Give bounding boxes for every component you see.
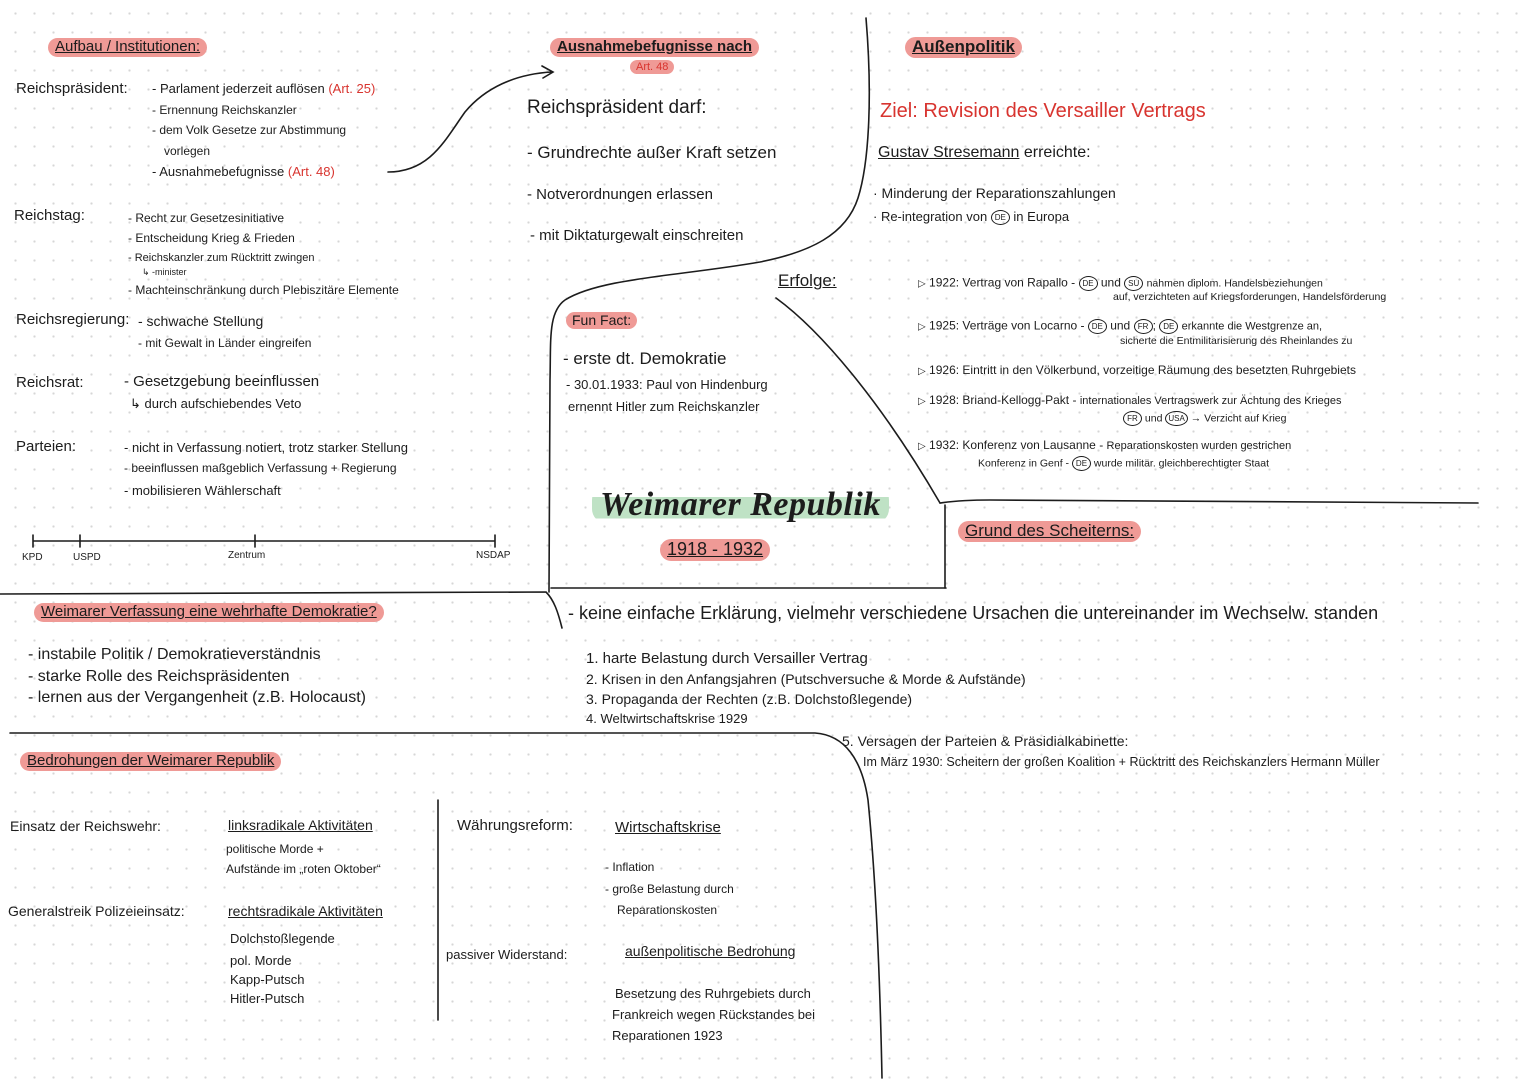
erfolg-1925 [918, 319, 1322, 334]
spectrum-label-kpd: KPD [22, 552, 43, 563]
erfolg-1932 [918, 439, 1291, 452]
reichstag-item: ↳ -minister [142, 267, 187, 277]
triangle-marker-icon: ▷ [918, 321, 926, 333]
spectrum-label-nsdap: NSDAP [476, 550, 511, 561]
bedrohung-cause: Währungsreform: [457, 817, 573, 834]
verfassung-item: - starke Rolle des Reichspräsidenten [28, 668, 290, 685]
erfolg-text: → Verzicht auf Krieg [1190, 412, 1287, 425]
article-ref: (Art. 48) [287, 164, 335, 179]
erfolge-label: Erfolge: [778, 271, 837, 290]
country-circle-fr: FR [1123, 411, 1142, 426]
article-ref: (Art. 25) [328, 81, 376, 96]
reichsregierung-item: - mit Gewalt in Länder eingreifen [138, 336, 312, 350]
right-horizontal-divider [940, 500, 1478, 503]
ausnahme-item: - Notverordnungen erlassen [527, 186, 713, 203]
erfolg-text: und [1144, 412, 1163, 425]
bedrohung-cause: Generalstreik Polizeieinsatz: [8, 903, 185, 919]
stresemann-goal: · Minderung der Reparationszahlungen [873, 185, 1116, 201]
erfolg-year: 1926: [929, 363, 960, 377]
parteien-item: - beeinflussen maßgeblich Verfassung + Regierung [124, 461, 397, 475]
scheitern-intro: - keine einfache Erklärung, vielmehr verschiedene Ursachen die untereinander im Wechselw. standen [568, 603, 1379, 623]
reichspraesident-label: Reichspräsident: [16, 80, 128, 97]
scheitern-reason: 5. Versagen der Parteien & Präsidialkabinette: [842, 733, 1129, 749]
bedrohung-title: rechtsradikale Aktivitäten [228, 903, 383, 919]
funfact-item: - erste dt. Demokratie [563, 349, 727, 368]
aussenpolitik-heading: Außenpolitik [905, 37, 1022, 58]
verfassung-item: - instabile Politik / Demokratieverständnis [28, 646, 321, 663]
reichstag-item: - Entscheidung Krieg & Frieden [128, 231, 295, 245]
aussenpolitik-ziel [880, 100, 1206, 122]
erfolg-text: Eintritt in den Völkerbund, vorzeitige Räumung des besetzten Ruhrgebiets [962, 363, 1356, 377]
erfolg-year: 1925: [929, 318, 960, 333]
erfolg-text: Vertrag von Rapallo - [962, 275, 1076, 290]
bedrohung-item: Frankreich wegen Rückstandes bei [612, 1007, 816, 1022]
erfolg-text: wurde militär. gleichberechtigter Staat [1093, 457, 1269, 470]
country-circle-usa: USA [1165, 411, 1187, 426]
spectrum-label-uspd: USPD [73, 552, 101, 563]
erfolg-1922 [918, 276, 1323, 291]
scheitern-heading: Grund des Scheiterns: [958, 521, 1141, 542]
erfolg-text: Konferenz in Genf - [978, 457, 1070, 470]
reichstag-item: - Recht zur Gesetzesinitiative [128, 211, 285, 225]
triangle-marker-icon: ▷ [918, 441, 926, 452]
erfolg-text: Verträge von Locarno - [962, 318, 1085, 333]
erfolg-1926 [918, 364, 1356, 377]
reichspraesident-item [152, 165, 335, 179]
reichsregierung-item: - schwache Stellung [138, 313, 264, 329]
bedrohung-title: linksradikale Aktivitäten [228, 817, 373, 833]
erfolg-text: und [1100, 275, 1121, 290]
ziel-text: Revision des Versailler Vertrags [923, 100, 1206, 122]
country-circle-de: DE [1159, 319, 1178, 334]
triangle-marker-icon: ▷ [918, 396, 926, 407]
item-text: - Ausnahmebefugnisse [152, 164, 285, 179]
bedrohung-item: Kapp-Putsch [230, 972, 305, 987]
erfolg-year: 1922: [929, 275, 960, 290]
ausnahme-item: - Grundrechte außer Kraft setzen [527, 143, 777, 162]
erfolg-text: internationales Vertragswerk zur Ächtung des Krieges [1079, 395, 1342, 407]
erfolg-text: ; [1152, 318, 1156, 333]
reichstag-item: - Reichskanzler zum Rücktritt zwingen [128, 252, 315, 264]
reichspraesident-item: vorlegen [164, 144, 211, 158]
bedrohungen-heading: Bedrohungen der Weimarer Republik [20, 752, 281, 771]
item-text: - Parlament jederzeit auflösen [152, 81, 325, 96]
triangle-marker-icon: ▷ [918, 278, 926, 290]
bedrohung-cause: Einsatz der Reichswehr: [10, 818, 161, 834]
reichsregierung-label: Reichsregierung: [16, 311, 130, 328]
erfolg-text: erkannte die Westgrenze an, [1181, 320, 1323, 333]
reichspraesident-item [152, 82, 375, 96]
erfolg-1922-line2: auf, verzichteten auf Kriegsforderungen, Handelsförderung [1113, 291, 1387, 303]
funfact-item: ernennt Hitler zum Reichskanzler [568, 399, 760, 414]
reichsrat-item: - Gesetzgebung beeinflussen [124, 373, 320, 390]
bedrohung-item: Hitler-Putsch [230, 991, 305, 1006]
scheitern-reason: 1. harte Belastung durch Versailler Vertrag [586, 650, 868, 667]
bedrohung-item: Besetzung des Ruhrgebiets durch [615, 986, 811, 1001]
scheitern-detail: Im März 1930: Scheitern der großen Koalition + Rücktritt des Reichskanzlers Hermann Müller [863, 755, 1380, 769]
erfolg-1925-line2: sicherte die Entmilitarisierung des Rheinlandes zu [1120, 335, 1353, 347]
reichstag-item: - Machteinschränkung durch Plebiszitäre Elemente [128, 283, 399, 297]
reichspraesident-item: - dem Volk Gesetze zur Abstimmung [152, 123, 347, 137]
erfolg-1928-line2 [1123, 411, 1286, 426]
reichsrat-item: ↳ durch aufschiebendes Veto [130, 396, 302, 411]
main-years: 1918 - 1932 [660, 539, 770, 561]
bedrohung-cause: passiver Widerstand: [446, 947, 568, 962]
triangle-marker-icon: ▷ [918, 366, 926, 377]
ausnahme-intro: Reichspräsident darf: [527, 97, 707, 118]
country-circle-de: DE [1072, 456, 1091, 471]
scheitern-reason: 4. Weltwirtschaftskrise 1929 [586, 711, 748, 726]
goal-text: · Re-integration von [873, 209, 988, 224]
aufbau-heading: Aufbau / Institutionen: [48, 38, 207, 57]
main-title: Weimarer Republik [592, 486, 889, 523]
erfolg-text: Konferenz von Lausanne - [962, 438, 1104, 452]
stresemann-line [878, 144, 1091, 162]
bedrohung-title: außenpolitische Bedrohung [625, 943, 796, 959]
bedrohung-item: Dolchstoßlegende [230, 931, 335, 946]
party-spectrum-line [33, 535, 495, 547]
country-circle-de: DE [991, 210, 1010, 225]
spectrum-label-zentrum: Zentrum [228, 550, 266, 561]
erfolg-text: und [1110, 318, 1131, 333]
scheitern-reason: 3. Propaganda der Rechten (z.B. Dolchstoßlegende) [586, 691, 913, 707]
erfolg-1928 [918, 394, 1342, 407]
reichspraesident-item: - Ernennung Reichskanzler [152, 103, 297, 117]
ausnahme-heading: Ausnahmebefugnisse nach [550, 38, 759, 57]
ziel-label: Ziel: [880, 100, 918, 122]
erfolg-1932-line2 [978, 456, 1269, 471]
country-circle-de: DE [1079, 276, 1098, 291]
bedrohung-item: Reparationen 1923 [612, 1028, 723, 1043]
bedrohung-item: Aufstände im „roten Oktober“ [226, 862, 381, 876]
erfolg-text: Reparationskosten wurden gestrichen [1106, 440, 1292, 452]
bedrohung-item: - Inflation [605, 860, 655, 874]
funfact-item: - 30.01.1933: Paul von Hindenburg [566, 377, 768, 392]
country-circle-fr: FR [1134, 319, 1153, 334]
reichsrat-label: Reichsrat: [16, 374, 84, 391]
bedrohung-item: - große Belastung durch [605, 882, 734, 896]
verfassung-heading: Weimarer Verfassung eine wehrhafte Demokratie? [34, 603, 384, 622]
erfolg-year: 1928: [929, 393, 960, 407]
erfolg-year: 1932: [929, 438, 960, 452]
erfolg-text: nahmen diplom. Handelsbeziehungen [1146, 277, 1323, 290]
stresemann-goal [873, 210, 1069, 225]
diagonal-divider [776, 298, 940, 503]
bedrohung-title: Wirtschaftskrise [615, 819, 721, 836]
parteien-label: Parteien: [16, 438, 77, 455]
funfact-heading: Fun Fact: [566, 312, 637, 329]
verfassung-item: - lernen aus der Vergangenheit (z.B. Holocaust) [28, 689, 366, 706]
ausnahme-article: Art. 48 [630, 60, 674, 74]
bedrohung-item: Reparationskosten [617, 903, 718, 917]
parteien-item: - nicht in Verfassung notiert, trotz starker Stellung [124, 440, 408, 455]
country-circle-su: SU [1124, 276, 1143, 291]
person-name: Gustav Stresemann [878, 144, 1020, 161]
country-circle-de: DE [1088, 319, 1107, 334]
reichstag-label: Reichstag: [14, 207, 85, 224]
person-verb: erreichte: [1023, 144, 1091, 161]
erfolg-text: Briand-Kellogg-Pakt - [962, 393, 1077, 407]
parteien-item: - mobilisieren Wählerschaft [124, 483, 281, 498]
goal-text: in Europa [1013, 209, 1070, 224]
ausnahme-item: - mit Diktaturgewalt einschreiten [530, 227, 744, 244]
bedrohung-item: politische Morde + [226, 842, 324, 856]
bedrohung-item: pol. Morde [230, 953, 292, 968]
scheitern-reason: 2. Krisen in den Anfangsjahren (Putschversuche & Morde & Aufstände) [586, 671, 1026, 687]
